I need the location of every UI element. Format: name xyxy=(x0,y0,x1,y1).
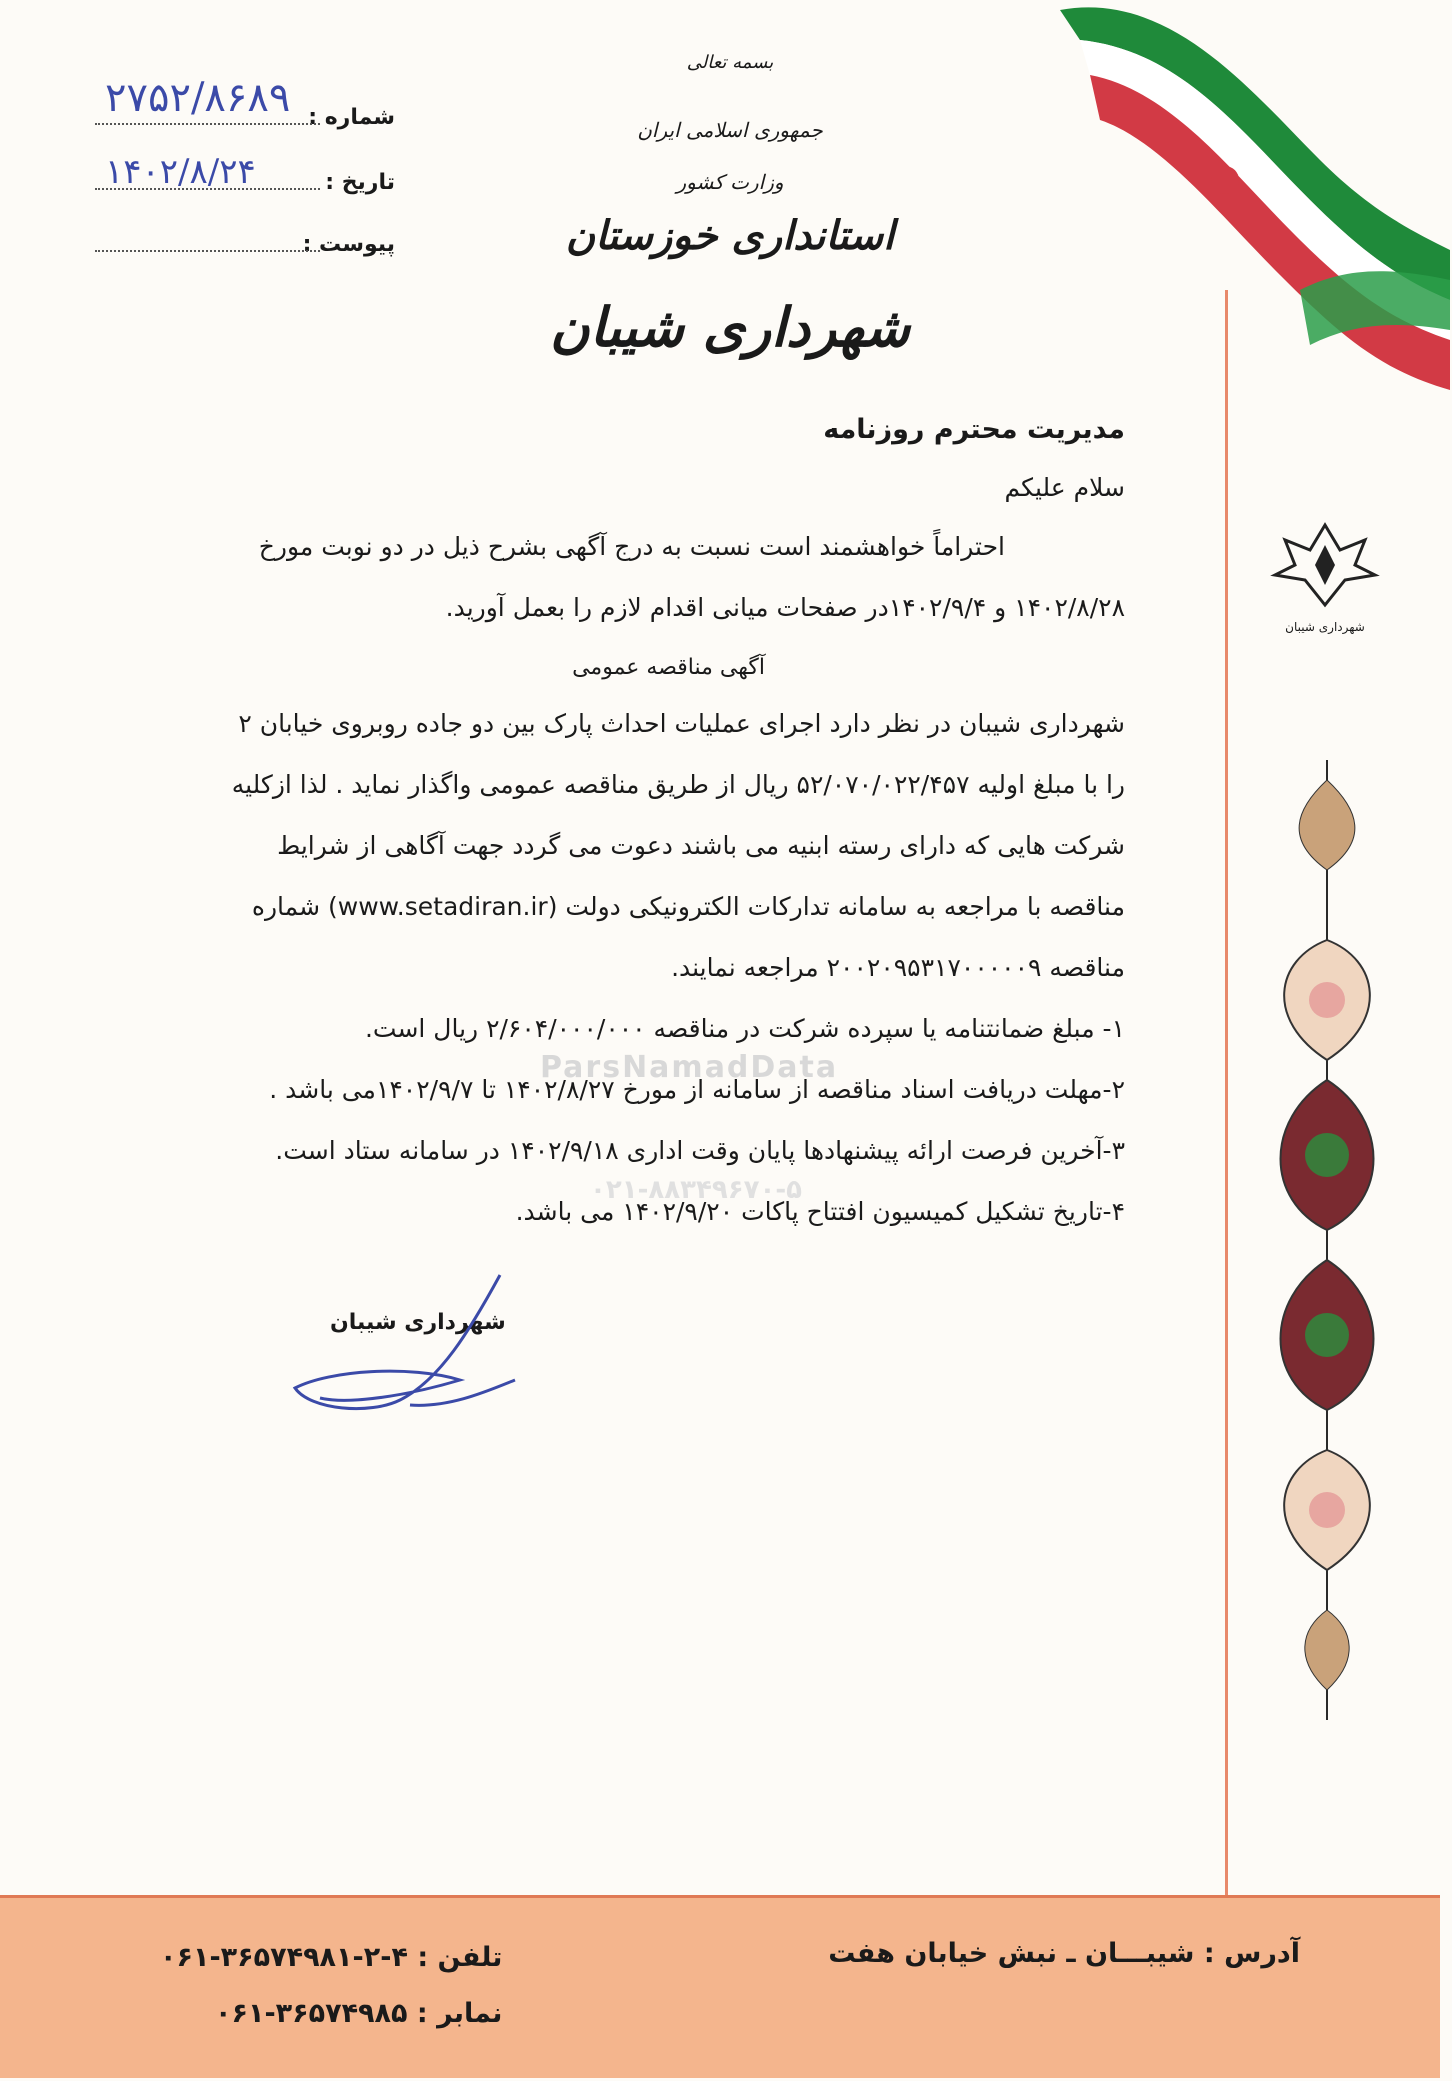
footer-address: آدرس : شیبـــان ـ نبش خیابان هفت xyxy=(828,1938,1300,1969)
item-line: ۱- مبلغ ضمانتنامه یا سپرده شرکت در مناقصه ۲/۶۰۴/۰۰۰/۰۰۰ ریال است. xyxy=(364,1014,1125,1043)
municipality-title: شهرداری شیبان xyxy=(549,295,911,359)
attachment-label: پیوست : xyxy=(302,232,395,257)
greeting: سلام علیکم xyxy=(1004,473,1125,502)
letter-footer xyxy=(0,1895,1440,2078)
footer-phone: تلفن : ۴-۲-۳۶۵۷۴۹۸۱-۰۶۱ xyxy=(160,1942,503,1973)
republic-text: جمهوری اسلامی ایران xyxy=(637,118,823,142)
watermark-brand: ParsNamadData xyxy=(540,1050,839,1085)
bismillah-text: بسمه تعالی xyxy=(686,52,774,73)
ministry-text: وزارت کشور xyxy=(676,170,784,194)
letter-attachment-row xyxy=(95,232,395,262)
arabesque-ornament-icon xyxy=(1255,760,1400,1720)
notice-title: آگهی مناقصه عمومی xyxy=(572,655,765,680)
number-label: شماره : xyxy=(308,105,395,130)
emblem-caption: شهرداری شیبان xyxy=(1285,620,1365,634)
governorate-title: استانداری خوزستان xyxy=(565,212,895,259)
body-line: شهرداری شیبان در نظر دارد اجرای عملیات احداث پارک بین دو جاده روبروی خیابان ۲ xyxy=(238,709,1125,738)
footer-fax: نمابر : ۳۶۵۷۴۹۸۵-۰۶۱ xyxy=(214,1998,503,2029)
body-line: را با مبلغ اولیه ۵۲/۰۷۰/۰۲۲/۴۵۷ ریال از طریق مناقصه عمومی واگذار نماید . لذا ازکلیه xyxy=(231,770,1125,799)
number-value: ۲۷۵۲/۸۶۸۹ xyxy=(105,75,291,121)
item-line: ۲-مهلت دریافت اسناد مناقصه از سامانه از مورخ ۱۴۰۲/۸/۲۷ تا ۱۴۰۲/۹/۷می باشد . xyxy=(269,1075,1125,1104)
footer-contact xyxy=(160,1930,502,2042)
intro-line-1: احتراماً خواهشمند است نسبت به درج آگهی بشرح ذیل در دو نوبت مورخ xyxy=(258,532,1005,561)
body-line: شرکت هایی که دارای رسته ابنیه می باشند دعوت می گردد جهت آگاهی از شرایط xyxy=(277,831,1125,860)
body-line: مناقصه ۲۰۰۲۰۹۵۳۱۷۰۰۰۰۰۹ مراجعه نمایند. xyxy=(671,953,1125,982)
date-value: ۱۴۰۲/۸/۲۴ xyxy=(105,152,256,192)
item-line: ۴-تاریخ تشکیل کمیسیون افتتاح پاکات ۱۴۰۲/۹/۲۰ می باشد. xyxy=(515,1197,1125,1226)
item-line: ۳-آخرین فرصت ارائه پیشنهادها پایان وقت اداری ۱۴۰۲/۹/۱۸ در سامانه ستاد است. xyxy=(275,1136,1125,1165)
letter-date-row xyxy=(95,152,395,200)
watermark-phone: ۰۲۱-۸۸۳۴۹۶۷۰-۵ xyxy=(590,1175,803,1205)
date-label: تاریخ : xyxy=(325,170,395,195)
handwritten-signature-icon xyxy=(290,1270,530,1420)
letter-number-row xyxy=(95,75,395,135)
municipality-emblem-icon xyxy=(1270,520,1380,610)
letter-body xyxy=(140,405,1125,1242)
signature-label: شهرداری شیبان xyxy=(330,1310,506,1335)
iran-flag-ribbon xyxy=(1050,0,1452,400)
body-line: مناقصه با مراجعه به سامانه تدارکات الکترونیکی دولت (www.setadiran.ir) شماره xyxy=(251,892,1125,921)
ornament-border-line xyxy=(1225,290,1228,1900)
recipient: مدیریت محترم روزنامه xyxy=(823,414,1125,445)
intro-line-2: ۱۴۰۲/۸/۲۸ و ۱۴۰۲/۹/۴در صفحات میانی اقدام لازم را بعمل آورید. xyxy=(445,593,1125,622)
